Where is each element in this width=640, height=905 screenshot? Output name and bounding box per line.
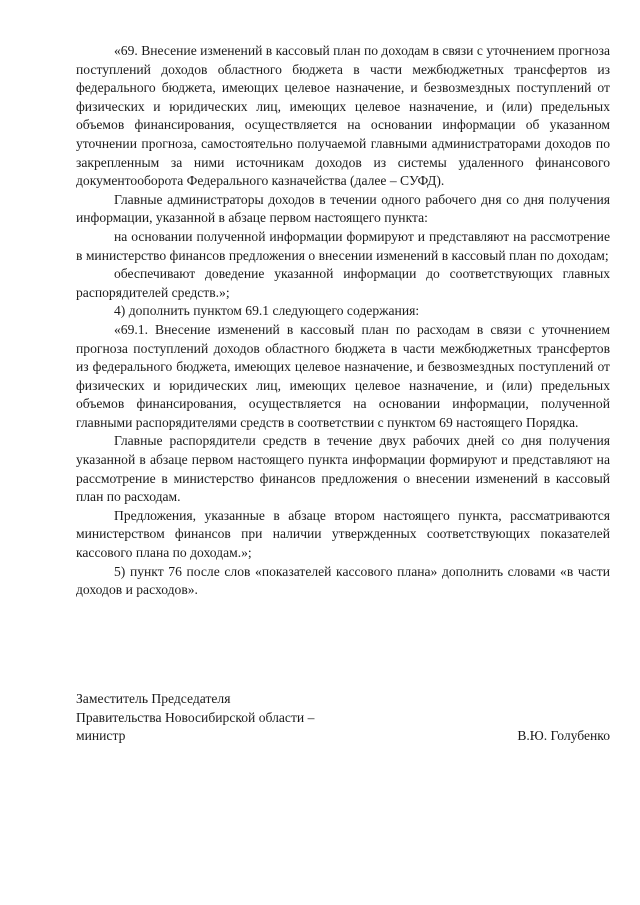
signature-title-line-3: министр bbox=[76, 728, 126, 744]
signature-block bbox=[76, 690, 610, 746]
document-body bbox=[76, 42, 610, 600]
signature-title-line-2: Правительства Новосибирской области – bbox=[76, 709, 315, 725]
signatory-name: В.Ю. Голубенко bbox=[517, 728, 610, 744]
paragraph-proposals-reviewed: Предложения, указанные в абзаце втором настоящего пункта, рассматриваются министерством финансов при наличии утвержденных соответствующих показателей кассового плана по доходам.»; bbox=[76, 507, 610, 561]
paragraph-ensure-delivery: обеспечивают доведение указанной информации до соответствующих главных распорядителей средств.»; bbox=[76, 266, 610, 300]
paragraph-revenue-administrators: Главные администраторы доходов в течении одного рабочего дня со дня получения информации, указанной в абзаце первом настоящего пункта: bbox=[76, 191, 610, 226]
signature-title-line-1: Заместитель Председателя bbox=[76, 691, 231, 706]
paragraph-69-1: «69.1. Внесение изменений в кассовый план по расходам в связи с уточнением прогноза поступлений доходов областного бюджета в части межбюджетных трансфертов из федерального бюджета, имеющих целевое назначение, и безвозмездных поступлений от физических и юридических лиц, имеющих целевое назначение, и (или) предельных объемов финансирования, осуществляется на основании информации, полученной главными распорядителями средств в соответствии с пунктом 69 настоящего Порядка. bbox=[76, 321, 610, 430]
paragraph-form-proposals: на основании полученной информации формируют и представляют на рассмотрение в министерство финансов предложения о внесении изменений в кассовый план по доходам; bbox=[76, 228, 610, 263]
paragraph-item-5: 5) пункт 76 после слов «показателей кассового плана» дополнить словами «в части доходов и расходов». bbox=[76, 563, 610, 598]
paragraph-budget-managers: Главные распорядители средств в течение двух рабочих дней со дня получения указанной в абзаце первом настоящего пункта информации формируют и представляют на рассмотрение в министерство финансов предложения о внесении изменений в кассовый план по расходам. bbox=[76, 433, 610, 505]
paragraph-item-4: 4) дополнить пунктом 69.1 следующего содержания: bbox=[114, 303, 420, 319]
paragraph-69: «69. Внесение изменений в кассовый план по доходам в связи с уточнением прогноза поступлений доходов областного бюджета в части межбюджетных трансфертов из федерального бюджета, имеющих целевое назначение, и безвозмездных поступлений от физических и юридических лиц, имеющих целевое назначение, и (или) предельных объемов финансирования, осуществляется на основании информации об указанном уточнении прогноза, самостоятельно получаемой главными администраторами доходов по закрепленным за ними источникам доходов из системы удаленного финансового документооборота Федерального казначейства (далее – СУФД). bbox=[76, 43, 610, 189]
